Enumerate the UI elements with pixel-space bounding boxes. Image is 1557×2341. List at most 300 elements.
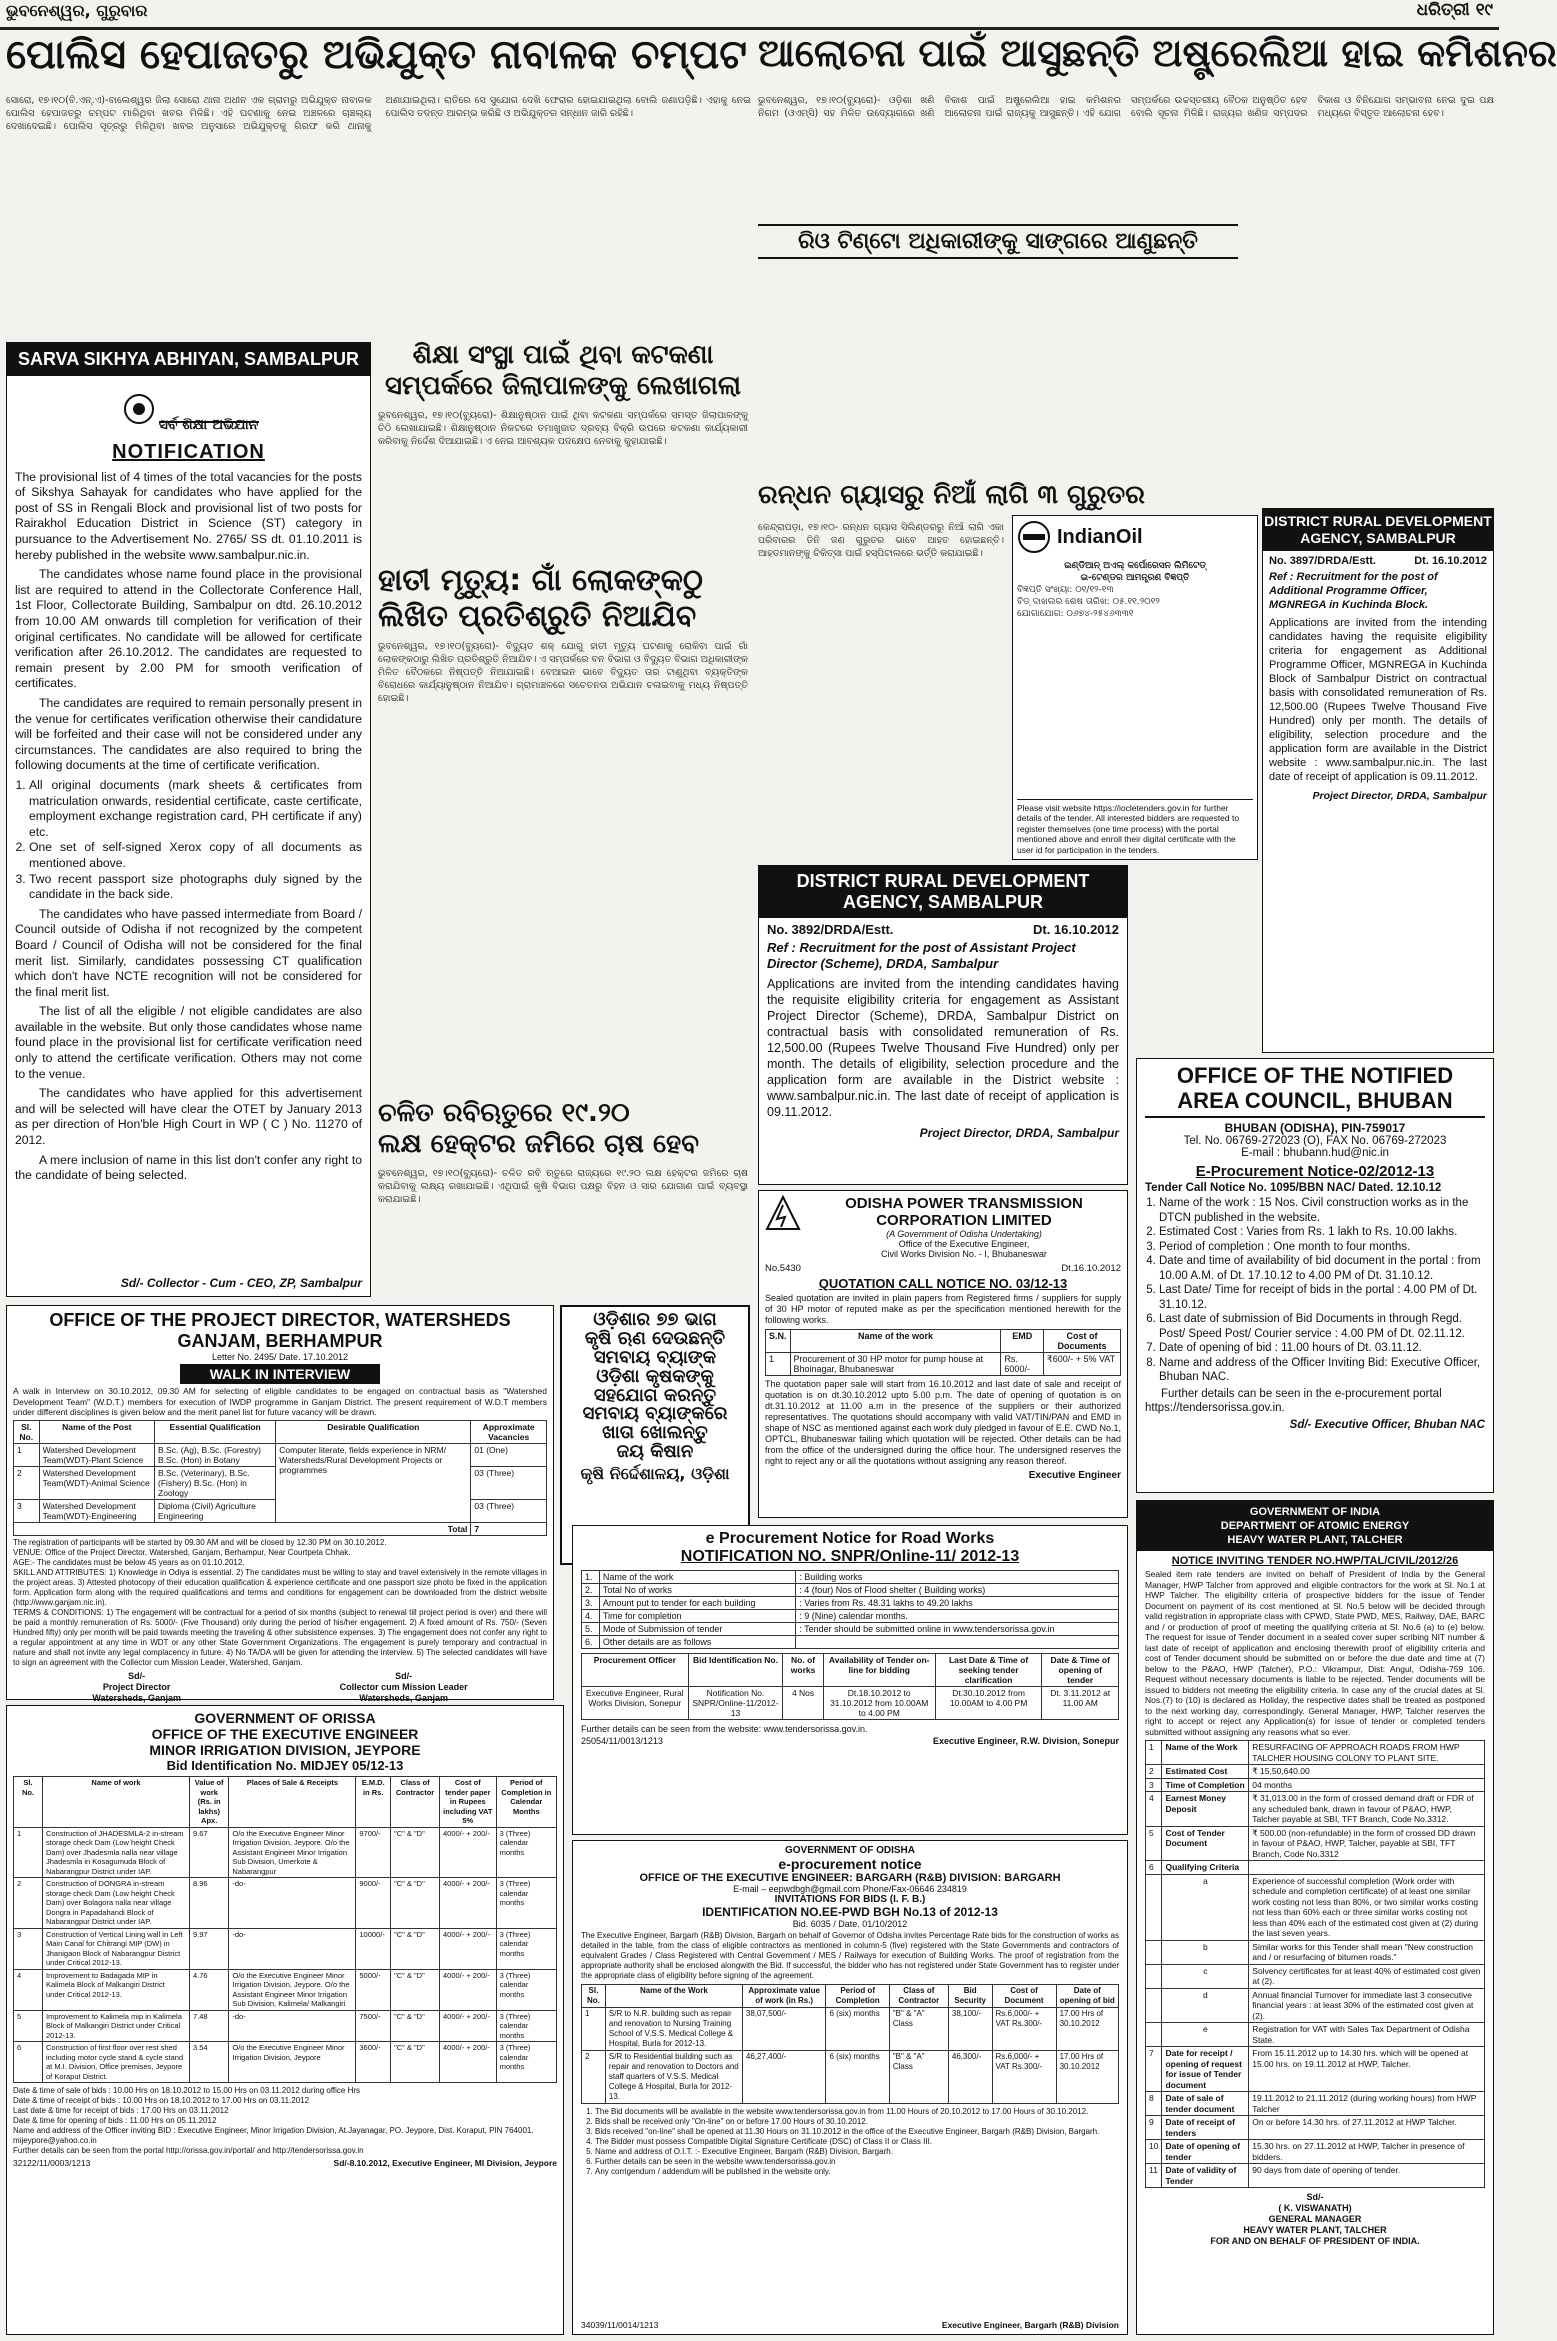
bargarh-th-4: Period of Completion xyxy=(826,1985,889,2008)
table-cell: 4000/- + 200/- xyxy=(439,1827,496,1878)
watershed-intro: A walk in Interview on 30.10.2012, 09.30 AM for selecting of eligible candidates to be engaged on contractual basis as "Watershed Development Team" (W.D.T.) members for execution of IWDP programme in Ganjam District. The present requirement of W.D.T members under different disciplines is given below and the merit panel list for future vacancy will be drawn. xyxy=(13,1386,547,1417)
table-cell: O/o the Executive Engineer Minor Irrigation Division, Jeypore xyxy=(229,2042,356,2083)
table-row xyxy=(582,2008,1119,2051)
table-cell: 04 months xyxy=(1249,1778,1485,1792)
bargarh-t3: OFFICE OF THE EXECUTIVE ENGINEER: BARGARH (R&B) DIVISION: BARGARH xyxy=(639,1872,1061,1884)
table-cell: "C" & "D" xyxy=(391,2010,440,2042)
indianoil-footer: Please visit website https://iocletenders.gov.in for further details of the tender. All interested bidders are requested to register themselves (one time process) with the portal mentioned above and enroll their digital certificate with the user id for participation in the tenders. xyxy=(1017,799,1253,856)
drda2-notice xyxy=(758,865,1128,1185)
bargarh-th-6: Bid Security xyxy=(948,1985,992,2008)
table-cell xyxy=(1146,1988,1162,2023)
minor-bottom xyxy=(13,2158,557,2168)
bargarh-notes xyxy=(581,2107,1119,2177)
bargarh-note-3: 3. Bids received "on-line" shall be opened at 11.30 Hours on 31.10.2012 in the office of the Executive Engineer, Bargarh (R&B) Division, Bargarh. xyxy=(595,2127,1119,2137)
road-th-1: Procurement Officer xyxy=(582,1654,689,1687)
table-cell: "B" & "A" Class xyxy=(889,2051,948,2104)
sign-line: Sd/- xyxy=(395,1670,413,1681)
coop-line-8: ଜୟ କିଷାନ xyxy=(616,1441,694,1463)
table-cell: 9 xyxy=(1146,2116,1162,2140)
watershed-sign-right xyxy=(340,1671,468,1704)
table-cell: 2 xyxy=(1146,1765,1162,1779)
watershed-body xyxy=(13,1538,547,1668)
table-cell: Date for receipt / opening of request for issue of Tender document xyxy=(1162,2047,1249,2092)
minor-footer-6: Further details can be seen from the portal http://orissa.gov.in/portal/ and http://tendersorissa.gov.in xyxy=(13,2146,364,2155)
table-cell: O/o the Executive Engineer Minor Irrigation Division, Jeypore. O/o the Assistant Engineer Minor Irrigation Sub Division, Kalimela/ Malkangiri xyxy=(229,1969,356,2010)
hwp-rows xyxy=(1146,1741,1485,2188)
table-cell: -do- xyxy=(229,1878,356,1929)
bargarh-note-6: 6. Further details can be seen in the website www.tendersorissa.gov.in xyxy=(595,2157,1119,2167)
coop-line-9: କୃଷି ନିର୍ଦ୍ଦେଶାଳୟ, ଓଡ଼ିଶା xyxy=(580,1464,730,1484)
nac-title-2: AREA COUNCIL, BHUBAN xyxy=(1177,1088,1453,1113)
table-cell: 6 (six) months xyxy=(826,2051,889,2104)
minor-footer-1: Date & time of sale of bids : 10.00 Hrs on 18.10.2012 to 15.00 Hrs on 03.11.2012 during office Hrs xyxy=(13,2086,361,2095)
drda2-body: Applications are invited from the intending candidates having the requisite eligibility criteria for engagement as Assistant Project Director (Scheme), DRDA, Sambalpur District on contractual basis with consolidated remuneration of Rs. 12,500.00 (Rupees Twelve Thousand Five Hundred) only per month. The details of eligibility, selection procedure and the application form are available in the District website : www.sambalpur.nic.in. The last date of receipt of application is 09.11.2012. xyxy=(767,977,1119,1119)
table-cell: d xyxy=(1162,1988,1249,2023)
katak-body: ଭୁବନେଶ୍ୱର, ୧୭।୧୦(ବ୍ୟୁରୋ)- ଶିକ୍ଷାନୁଷ୍ଠାନ ପାଇଁ ଥିବା କଟକଣା ସମ୍ପର୍କରେ ସମସ୍ତ ଜିଲାପାଳଙ୍କୁ ଚିଠି ଲେଖାଯାଇଛି। ଶିକ୍ଷାନୁଷ୍ଠାନ ନିକଟରେ ତମାଖୁଜାତ ଦ୍ରବ୍ୟ ବିକ୍ରି ଉପରେ କଟକଣା କାର୍ଯ୍ୟକାରୀ କରିବାକୁ ନିର୍ଦ୍ଦେଶ ଦିଆଯାଇଛି। ଏ ନେଇ ଆବଶ୍ୟକ ପଦକ୍ଷେପ ନେବାକୁ କୁହାଯାଇଛି। xyxy=(378,409,748,447)
table-cell: 2 xyxy=(582,2051,606,2104)
bargarh-note-2: 2. Bids shall be received only "On-line" on or before 17.00 Hours of 30.10.2012. xyxy=(595,2117,1119,2127)
table-cell: ₹ 31,013.00 in the form of crossed demand draft or FDR of any scheduled bank, drawn in favour of P&AO, HWP, Talcher payable at SBI, TFT Branch, Code No.3312. xyxy=(1249,1792,1485,1827)
watershed-cell: 03 (Three) xyxy=(471,1466,547,1499)
watershed-signs xyxy=(13,1671,547,1704)
optcl-sub-3: Civil Works Division No. - I, Bhubaneswar xyxy=(881,1249,1047,1259)
minor-th-1: Sl. No. xyxy=(14,1777,43,1828)
hwp-t1: GOVERNMENT OF INDIA xyxy=(1249,1506,1381,1518)
table-row xyxy=(1146,1964,1485,1988)
coop-line-6: ସମବାୟ ବ୍ୟାଙ୍କରେ xyxy=(582,1403,728,1425)
watershed-th-4: Desirable Qualification xyxy=(276,1420,471,1443)
table-cell: ₹ 15,50,640.00 xyxy=(1249,1765,1485,1779)
table-cell: 11 xyxy=(1146,2164,1162,2188)
minor-footer-4: Date & time for opening of bids : 11.00 Hrs on 05.11.2012 xyxy=(13,2116,217,2125)
table-row xyxy=(582,1584,1119,1597)
table-row xyxy=(1146,1778,1485,1792)
table-cell: 6. xyxy=(582,1636,600,1649)
table-cell: Time of Completion xyxy=(1162,1778,1249,1792)
nac-tel: Tel. No. 06769-272023 (O), FAX No. 06769-272023 xyxy=(1183,1135,1447,1147)
nac-item-8: 8. Name and address of the Officer Inviting Bid: Executive Officer, Bhuban NAC. xyxy=(1159,1356,1485,1385)
table-row xyxy=(766,1353,1121,1376)
table-cell: 4000/- + 200/- xyxy=(439,1878,496,1929)
coop-line-7: ଖାତା ଖୋଲନ୍ତୁ xyxy=(602,1422,708,1444)
watershed-body-4: SKILL AND ATTRIBUTES: 1) Knowledge in Odiya is essential. 2) The candidates must be willing to stay and travel extensively in the remote villages in the project areas. 3) Attested photocopy of their education qualification & experience certificate and one passport size photo be fixed in the application form. Application form along with the required qualifications and terms and conditions for engagement can be downloaded from the district website (http://www.ganjam.nic.in). xyxy=(13,1567,547,1607)
hwp-intro: Sealed item rate tenders are invited on behalf of President of India by the General Manager, HWP Talcher from approved and eligible contractors for the work at Sl. No.1 at HWP Talcher. The eligibility criteria of prospective bidders for the issue of Tender Document on payment of its cost mentioned at Sl. No.5 below will be decided through valid registration in appropriate class with CPWD, State PWD, MES, Railway, DAE, BARC and / or production of proof of meeting the qualifying criteria at Sl. No.6 (a) to (e) below. The request for issue of Tender document in a sealed cover super scribing NIT number & last date of receipt of application and enclosing therewith proof of eligibility criteria and cost of Tender document should be submitted on or before the due date and time at (7) below to the P&AO, HWP (Talcher), P.O.: Vikrampur, Dist: Angul, Odisha-759 106. Request without necessary documents is liable to be rejected. Tender documents will be issued to bidders not meeting the eligibility criteria. In case any of the crucial dates at Sl. Nos.(7) to (10) is declared as Holiday, the respective dates shall be treated as postponed to the next working day, correspondingly. General Manager, HWP, Talcher reserves the right to accept or reject any Application(s) for issue of tender or completed tenders submitted without assigning any reasons what so ever. xyxy=(1145,1569,1485,1737)
bargarh-t7: Bid. 6035 / Date. 01/10/2012 xyxy=(792,1919,908,1929)
drda2-sign: Project Director, DRDA, Sambalpur xyxy=(919,1126,1119,1140)
road-td-6: Dt. 3.11.2012 at 11.00 AM xyxy=(1042,1687,1119,1720)
ssa-para-2: The candidates whose name found place in the provisional list are required to attend in the Collectorate Conference Hall, 1st Floor, Collectorate Building, Sambalpur on dtd. 26.10.2012 from 10.00 AM onwards till completion for verification of their original certificates. No candidate will be allowed for certificate verification after 26.10.2012. The candidates are requested to remain present by 2.00 PM for smooth verification of certificates. xyxy=(15,567,362,691)
bargarh-table xyxy=(581,1984,1119,2104)
road-td-4: Dt.18.10.2012 to 31.10.2012 from 10.00AM to 4.00 PM xyxy=(823,1687,935,1720)
hwp-table xyxy=(1145,1740,1485,2188)
drda1-date: Dt. 16.10.2012 xyxy=(1414,555,1487,567)
hwp-sign-5: FOR AND ON BEHALF OF PRESIDENT OF INDIA. xyxy=(1210,2236,1420,2246)
table-cell: : Tender should be submitted online in www.tendersorissa.gov.in xyxy=(796,1623,1119,1636)
bargarh-note-4: 4. The Bidder must possess Compatible Digital Signature Certificate (DSC) of Class II or Class III. xyxy=(595,2137,1119,2147)
indianoil-logo xyxy=(1017,520,1253,554)
ssa-item-3: 3. Two recent passport size photographs duly signed by the candidate in the back side. xyxy=(29,872,362,903)
hwp-sign xyxy=(1145,2192,1485,2247)
katak-article xyxy=(378,342,748,562)
hwp-notice-title: NOTICE INVITING TENDER NO.HWP/TAL/CIVIL/2012/26 xyxy=(1171,1555,1459,1567)
drda2-ref-line xyxy=(767,922,1119,937)
table-cell: 2 xyxy=(14,1878,43,1929)
indianoil-line-4: ବିଡ୍ ଦାଖଲର ଶେଷ ତାରିଖ: ୦୫.୧୧.୨୦୧୨ xyxy=(1017,597,1160,607)
table-cell: 8.96 xyxy=(190,1878,229,1929)
bargarh-note-7: 7. Any corrigendum / addendum will be published in the website only. xyxy=(595,2167,1119,2177)
ssa-para-1: The provisional list of 4 times of the total vacancies for the posts of Sikshya Sahayak for candidates who have applied for the post of SS in Rengali Block and provisional list of two posts for Rairakhol Education District in Science (ST) category in pursuance to the Advertisement No. 2765/ SS dt. 01.10.2011 is hereby published in the website www.sambalpur.nic.in. xyxy=(15,469,362,562)
table-cell: 17.00 Hrs of 30.10.2012 xyxy=(1056,2008,1118,2051)
bargarh-notice xyxy=(572,1840,1128,2335)
optcl-sign: Executive Engineer xyxy=(1028,1470,1121,1481)
ssa-item-1: 1. All original documents (mark sheets & certificates from matriculation onwards, residential certificate, caste certificate, employment exchange registration card, PH certificate if any) etc. xyxy=(29,778,362,840)
table-row xyxy=(1146,2164,1485,2188)
road-notice xyxy=(572,1525,1128,1835)
table-row xyxy=(14,1878,557,1929)
table-cell: 4.76 xyxy=(190,1969,229,2010)
hwp-header xyxy=(1137,1501,1493,1551)
table-row xyxy=(1146,2140,1485,2164)
optcl-ref-line xyxy=(765,1263,1121,1274)
drda2-ref: Ref : Recruitment for the post of Assistant Project Director (Scheme), DRDA, Sambalpur xyxy=(767,940,1076,971)
minor-sign: Sd/-8.10.2012, Executive Engineer, MI Division, Jeypore xyxy=(333,2158,557,2168)
table-row xyxy=(14,1827,557,1878)
indianoil-line-1: ଇଣ୍ଡିଆନ୍ ଅଏଲ୍ କର୍ପୋରେସନ ଲିମିଟେଡ୍ xyxy=(1064,561,1206,571)
table-cell: b xyxy=(1162,1940,1249,1964)
police-body: ସୋରୋ, ୧୭।୧୦(ବି.ଏନ୍.ଏ)-ବାଲେଶ୍ୱର ଜିଲା ସୋରୋ ଥାନା ଅଧୀନ ଏକ ଗ୍ରାମରୁ ଅଭିଯୁକ୍ତ ନାବାଳକ ପୋଲିସ ହେପାଜତରୁ ଚମ୍ପଟ ମାରିଥିବା ଖବର ମିଳିଛି। ଏହି ଘଟଣାକୁ ନେଇ ଅଞ୍ଚଳରେ ଚାଞ୍ଚଲ୍ୟ ଦେଖାଦେଇଛି। ପୋଲିସ ସୂତ୍ରରୁ ମିଳିଥିବା ଖବର ଅନୁସାରେ ଅଭିଯୁକ୍ତକୁ ଗିରଫ କରି ଥାନାକୁ ଅଣାଯାଇଥିଲା। ରାତିରେ ସେ ସୁଯୋଗ ଦେଖି ଫେରାର ହୋଇଯାଇଥିଲା ବୋଲି ଜଣାପଡ଼ିଛି। ଏହାକୁ ନେଇ ପୋଲିସ ତଦନ୍ତ ଆରମ୍ଭ କରିଛି ଓ ଅଭିଯୁକ୍ତର ସନ୍ଧାନ ଜାରି ରହିଛି। xyxy=(6,95,751,132)
sign-line: Watersheds, Ganjam xyxy=(92,1692,182,1703)
indianoil-line-3: ବିଜ୍ଞପ୍ତି ସଂଖ୍ୟା: ୦୧/୧୨-୧୩ xyxy=(1017,585,1114,595)
drda1-notice xyxy=(1262,508,1494,1053)
masthead xyxy=(0,0,1499,26)
ssa-logo xyxy=(15,384,362,433)
minor-footer-2: Date & time of receipt of bids : 10.00 Hrs on 18.10.2012 to 17.00 Hrs on 03.11.2012 xyxy=(13,2096,310,2105)
minor-irrigation-notice xyxy=(6,1705,564,2335)
ssa-para-3: The candidates are required to remain personally present in the venue for certificates verification otherwise their candidature will be forfeited and their case will not be considered under any circumstances. The candidates are also required to bring the following documents at the time of certificate verification. xyxy=(15,696,362,773)
minor-title-2: OFFICE OF THE EXECUTIVE ENGINEER xyxy=(151,1726,419,1742)
table-cell: O/o the Executive Engineer Minor Irrigation Division, Jeypore. O/o the Assistant Engineer Minor Irrigation Sub Division, Umerkote & Nabarangpur xyxy=(229,1827,356,1878)
optcl-th-4: Cost of Documents xyxy=(1043,1330,1120,1353)
table-cell: S/R to N.R. building such as repair and renovation to Nursing Training School of V.S.S. Medical College & Hospital, Burla for 2012-13. xyxy=(605,2008,742,2051)
table-cell: Rs.6,000/- + VAT Rs.300/- xyxy=(992,2008,1056,2051)
optcl-th-3: EMD xyxy=(1001,1330,1044,1353)
table-cell: Estimated Cost xyxy=(1162,1765,1249,1779)
table-cell: 46,300/- xyxy=(948,2051,992,2104)
table-cell: 3 xyxy=(1146,1778,1162,1792)
watershed-notice xyxy=(6,1305,554,1703)
table-cell: 3. xyxy=(582,1597,600,1610)
minor-footer-5: Name and address of the Officer inviting BID : Executive Engineer, Minor Irrigation Division, At.Jayanagar, PO. Jeypore, Dist. Koraput, PIN 764001. mijeypore@yahoo.co.in xyxy=(13,2126,534,2145)
page-number: ୧୯ xyxy=(1475,0,1493,20)
table-cell: 17.00 Hrs of 30.10.2012 xyxy=(1056,2051,1118,2104)
table-cell: 6 (six) months xyxy=(826,2008,889,2051)
australia-body: ଭୁବନେଶ୍ୱର, ୧୭।୧୦(ବ୍ୟୁରୋ)- ଓଡ଼ିଶା ଖଣି ନିଗମ (ଓଏମ୍‌ସି) ସହ ମିଳିତ ଉଦ୍ୟୋଗରେ ଖଣି ବିକାଶ ପାଇଁ ଅଷ୍ଟ୍ରେଲିଆ ହାଇ କମିଶନର ଆଲୋଚନା ପାଇଁ ରାଜ୍ୟକୁ ଆସୁଛନ୍ତି। ଏହି ଯୋଗ ସମ୍ପର୍କରେ ଉଚ୍ଚସ୍ତରୀୟ ବୈଠକ ଅନୁଷ୍ଠିତ ହେବ ବୋଲି ସୂଚନା ମିଳିଛି। ରାଜ୍ୟର ଖଣିଜ ସମ୍ପଦର ବିକାଶ ଓ ବିନିଯୋଗ ସମ୍ଭାବନା ନେଇ ଦୁଇ ପକ୍ଷ ମଧ୍ୟରେ ବିସ୍ତୃତ ଆଲୋଚନା ହେବ। xyxy=(758,95,1494,119)
table-cell: Solvency certificates for at least 40% of estimated cost given at (2). xyxy=(1249,1964,1485,1988)
table-cell: Construction of Vertical Lining wall in Left Main Canal for Chitrangi MIP (DW) in Jhanigaon Block of Nabarangpur District under Critical 2012-13. xyxy=(43,1928,190,1969)
table-cell: 9.67 xyxy=(190,1827,229,1878)
drda2-no: No. 3892/DRDA/Estt. xyxy=(767,922,894,937)
table-row xyxy=(1146,1826,1485,1861)
nac-notice xyxy=(1136,1058,1494,1493)
road-th-2: Bid Identification No. xyxy=(688,1654,783,1687)
elephant-headline-1: ହାତୀ ମୃତ୍ୟୁ: ଗାଁ ଲୋକଙ୍କଠୁ xyxy=(378,563,703,598)
bargarh-t6: IDENTIFICATION NO.EE-PWD BGH No.13 of 2012-13 xyxy=(702,1905,998,1919)
watershed-cell: 01 (One) xyxy=(471,1443,547,1466)
table-cell: "C" & "D" xyxy=(391,2042,440,2083)
table-cell: Construction of JHADESMLA-2 in-stream storage check Dam (Low height Check Dam) over Jhadesmla nalla near village Jhadesmla in Kosagumuda Block of Nabarangpur District under IAP. xyxy=(43,1827,190,1878)
watershed-th-2: Name of the Post xyxy=(39,1420,154,1443)
bargarh-th-8: Date of opening of bid xyxy=(1056,1985,1118,2008)
table-cell: Earnest Money Deposit xyxy=(1162,1792,1249,1827)
katak-headline-2: ସମ୍ପର୍କରେ ଜିଲାପାଳଙ୍କୁ ଲେଖାଗଲା xyxy=(385,371,741,402)
table-cell: 5 xyxy=(1146,1826,1162,1861)
bargarh-note-1: 1. The Bid documents will be available in the website www.tendersorissa.gov.in from 11.00 Hours of 20.10.2012 to 17.00 Hours of 30.10.2012. xyxy=(595,2107,1119,2117)
minor-th-8: Period of Completion in Calendar Months xyxy=(496,1777,556,1828)
nac-title-1: OFFICE OF THE NOTIFIED xyxy=(1176,1063,1454,1088)
elephant-article xyxy=(378,565,748,895)
table-cell xyxy=(796,1636,1119,1649)
bargarh-th-7: Cost of Document xyxy=(992,1985,1056,2008)
table-cell: 3 (Three) calendar months xyxy=(496,1928,556,1969)
bargarh-bottom xyxy=(581,2320,1119,2330)
table-cell: 19.11.2012 to 21.11.2012 (during working hours) from HWP Talcher xyxy=(1249,2092,1485,2116)
ssa-para-6: The candidates who have applied for this advertisement and will be selected will have clear the OTET by January 2013 as per direction of Hon'ble High Court in WP ( C ) No. 11270 of 2012. xyxy=(15,1086,362,1148)
table-cell: "C" & "D" xyxy=(391,1928,440,1969)
table-cell: : Building works xyxy=(796,1571,1119,1584)
table-cell: 3.54 xyxy=(190,2042,229,2083)
indianoil-ad xyxy=(1012,515,1258,860)
table-cell: 4000/- + 200/- xyxy=(439,1969,496,2010)
table-cell: 4 xyxy=(14,1969,43,2010)
table-cell: Total No of works xyxy=(599,1584,795,1597)
indianoil-line-5: ଯୋଗାଯୋଗ: ୦୬୭୪-୨୫୪୬୩୩୧ xyxy=(1017,609,1134,619)
drda1-no: No. 3897/DRDA/Estt. xyxy=(1269,555,1376,567)
masthead-date: ଭୁବନେଶ୍ୱର, ଗୁରୁବାର xyxy=(6,1,148,20)
table-cell: Other details are as follows xyxy=(599,1636,795,1649)
table-cell: 1 xyxy=(582,2008,606,2051)
table-row xyxy=(14,1443,547,1466)
road-td-5: Dt.30.10.2012 from 10.00AM to 4.00 PM xyxy=(935,1687,1042,1720)
table-cell: "C" & "D" xyxy=(391,1878,440,1929)
gas-body: କେନ୍ଦ୍ରାପଡ଼ା, ୧୭।୧୦- ରନ୍ଧନ ଗ୍ୟାସ ସିଲିଣ୍ଡରରୁ ନିଆଁ ଲାଗି ଏକା ପରିବାରର ତିନି ଜଣ ଗୁରୁତର ଭାବେ ଆହତ ହୋଇଛନ୍ତି। ଆହତମାନଙ୍କୁ ଚିକିତ୍ସା ପାଇଁ ହସ୍ପିଟାଲରେ ଭର୍ତ୍ତି କରାଯାଇଛି। xyxy=(758,522,1004,560)
optcl-notice-title: QUOTATION CALL NOTICE NO. 03/12-13 xyxy=(818,1276,1068,1291)
nac-items xyxy=(1145,1196,1485,1385)
indianoil-line-2: ଇ-ଟେଣ୍ଡର ଆମନ୍ତ୍ରଣ ବିଜ୍ଞପ୍ତି xyxy=(1080,573,1190,583)
table-cell: Qualifying Criteria xyxy=(1162,1861,1249,1875)
bargarh-th-5: Class of Contractor xyxy=(889,1985,948,2008)
nac-sign: Sd/- Executive Officer, Bhuban NAC xyxy=(1289,1418,1485,1431)
optcl-notice xyxy=(758,1190,1128,1518)
table-cell: c xyxy=(1162,1964,1249,1988)
watershed-cell: 03 (Three) xyxy=(471,1499,547,1522)
drda1-ref: Ref : Recruitment for the post of Additional Programme Officer, MGNREGA in Kuchinda Block. xyxy=(1269,571,1438,611)
nac-item-1: 1. Name of the work : 15 Nos. Civil construction works as in the DTCN published in the website. xyxy=(1159,1196,1485,1225)
table-row xyxy=(14,2042,557,2083)
optcl-th-2: Name of the work xyxy=(790,1330,1001,1353)
masthead-rule xyxy=(0,27,1499,30)
table-cell: 90 days from date of opening of tender. xyxy=(1249,2164,1485,2188)
table-cell: Construction of DONGRA in-stream storage check Dam (Low height Check Dam) over Bolagora nalla near village Dongra in Papadahandi Block of Nabarangpur District under IAP. xyxy=(43,1878,190,1929)
optcl-td-2: Procurement of 30 HP motor for pump house at Bhoinagar, Bhubaneswar xyxy=(790,1353,1001,1376)
table-cell: RESURFACING OF APPROACH ROADS FROM HWP TALCHER HOUSING COLONY TO PLANT SITE. xyxy=(1249,1741,1485,1765)
road-td-2: Notification No. SNPR/Online-11/2012-13 xyxy=(688,1687,783,1720)
ssa-para-5: The list of all the eligible / not eligible candidates are also available in the website. But only those candidates whose name found place in the provisional list for certificate verification need only to attend the certificate verification. Others may not come to the venue. xyxy=(15,1004,362,1081)
watershed-body-2: VENUE: Office of the Project Director, Watershed, Ganjam, Berhampur, Near Courtpeta Chhak. xyxy=(13,1547,351,1557)
optcl-logo-icon xyxy=(765,1195,801,1231)
table-row xyxy=(582,1636,1119,1649)
coop-line-5: ସହଯୋଗ କରନ୍ତୁ xyxy=(593,1384,717,1406)
table-cell: -do- xyxy=(229,1928,356,1969)
drda2-header xyxy=(759,866,1127,918)
australia-subhead: ରିଓ ଟିଣ୍ଟୋ ଅଧିକାରୀଙ୍କୁ ସାଙ୍ଗରେ ଆଣୁଛନ୍ତି xyxy=(758,224,1238,259)
minor-th-3: Value of work (Rs. in lakhs) Apx. xyxy=(190,1777,229,1828)
nac-item-5: 5. Last Date/ Time for receipt of bids in the portal : 4.00 PM of Dt. 31.10.12. xyxy=(1159,1283,1485,1312)
rabi-headline-2: ଲକ୍ଷ ହେକ୍ଟର ଜମିରେ ଚାଷ ହେବ xyxy=(378,1129,699,1160)
table-cell: 3 (Three) calendar months xyxy=(496,1827,556,1878)
table-row xyxy=(1146,2092,1485,2116)
watershed-cell: 2 xyxy=(14,1466,40,1499)
masthead-brand xyxy=(1417,2,1493,20)
table-cell: 7.48 xyxy=(190,2010,229,2042)
table-row xyxy=(582,1597,1119,1610)
table-cell: Time for completion xyxy=(599,1610,795,1623)
table-cell: 10 xyxy=(1146,2140,1162,2164)
drda2-header-1: DISTRICT RURAL DEVELOPMENT xyxy=(796,871,1090,891)
hwp-t2: DEPARTMENT OF ATOMIC ENERGY xyxy=(1220,1520,1410,1532)
table-cell: 8 xyxy=(1146,2092,1162,2116)
sign-line: Project Director xyxy=(102,1681,171,1692)
watershed-title-1: OFFICE OF THE PROJECT DIRECTOR, WATERSHEDS xyxy=(49,1310,511,1330)
table-cell: Date of receipt of tenders xyxy=(1162,2116,1249,2140)
road-title-2: NOTIFICATION NO. SNPR/Online-11/ 2012-13 xyxy=(680,1548,1020,1565)
bargarh-t4: E-mail – eepwdbgh@gmail.com Phone/Fax-06646 234819 xyxy=(733,1884,967,1894)
watershed-cell: Watershed Development Team(WDT)-Animal Science xyxy=(39,1466,154,1499)
table-cell: 6 xyxy=(1146,1861,1162,1875)
table-cell: Amount put to tender for each building xyxy=(599,1597,795,1610)
table-row xyxy=(1146,1940,1485,1964)
optcl-no: No.5430 xyxy=(765,1263,801,1274)
table-cell: 4000/- + 200/- xyxy=(439,2042,496,2083)
table-cell: 7 xyxy=(1146,2047,1162,2092)
drda1-header-2: AGENCY, SAMBALPUR xyxy=(1300,530,1456,546)
table-cell: Improvement to Badagada MIP in Kalimela Block of Malkangiri District under Critical 2012-13. xyxy=(43,1969,190,2010)
nac-call: Tender Call Notice No. 1095/BBN NAC/ Dated. 12.10.12 xyxy=(1145,1182,1442,1194)
optcl-title-2: CORPORATION LIMITED xyxy=(876,1212,1052,1229)
minor-footer-3: Last date & time for receipt of bids : 17.00 Hrs on 03.11.2012 xyxy=(13,2106,229,2115)
minor-th-4: Places of Sale & Receipts xyxy=(229,1777,356,1828)
watershed-title-2: GANJAM, BERHAMPUR xyxy=(177,1331,383,1351)
table-cell: "B" & "A" Class xyxy=(889,2008,948,2051)
table-row xyxy=(582,1687,1119,1720)
nac-item-6: 6. Last date of submission of Bid Documents in through Regd. Post/ Speed Post/ Courier service : 4.00 PM of Dt. 02.11.12. xyxy=(1159,1312,1485,1341)
watershed-body-5: TERMS & CONDITIONS: 1) The engagement will be contractual for a period of six months (subject to renewal till project period is over) and there will be paid a monthly remuneration of Rs. 5000/- (Five Thousand) only during the period of his/her engagement. 2) A fixed amount of Rs. 750/- (Seven Hundred fifty) only per month will be paid towards meeting the traveling & other subsistence expenses. 3) The engagement does not confer any right to a regular appointment at any time in WDT or any other State Government Organizations. The engagement is purely temporary and contractual in nature and shall not invite any legal complacency in future. 4) No TA/DA will be given for attending the interview. 5) The selected candidates will have to sign an agreement with the Collector cum Mission Leader, Watershed, Ganjam. xyxy=(13,1607,547,1667)
watershed-cell: B.Sc. (Veterinary), B.Sc. (Fishery) B.Sc. (Hon) in Zoology xyxy=(155,1466,276,1499)
road-th-6: Date & Time of opening of tender xyxy=(1042,1654,1119,1687)
table-cell: 3 (Three) calendar months xyxy=(496,1878,556,1929)
table-row xyxy=(1146,1988,1485,2023)
nac-email: E-mail : bhubann.hud@nic.in xyxy=(1241,1147,1389,1159)
watershed-body-1: The registration of participants will be started by 09.30 AM and will be closed by 12.30 PM on 30.10.2012. xyxy=(13,1537,387,1547)
table-cell: "C" & "D" xyxy=(391,1969,440,2010)
coop-line-1: ଓଡ଼ିଶାର ୭୭ ଭାଗ xyxy=(593,1309,717,1330)
table-row xyxy=(1146,2023,1485,2047)
table-cell: 1 xyxy=(1146,1741,1162,1765)
table-cell: Cost of Tender Document xyxy=(1162,1826,1249,1861)
minor-th-5: E.M.D. in Rs. xyxy=(356,1777,391,1828)
nac-address: BHUBAN (ODISHA), PIN-759017 xyxy=(1224,1121,1406,1135)
nac-item-7: 7. Date of opening of bid : 11.00 hours of Dt. 03.11.12. xyxy=(1159,1341,1485,1356)
table-cell xyxy=(1146,1940,1162,1964)
table-cell: 9.97 xyxy=(190,1928,229,1969)
road-title-1: e Procurement Notice for Road Works xyxy=(705,1530,995,1547)
watershed-table xyxy=(13,1420,547,1536)
rabi-article xyxy=(378,1100,748,1300)
table-cell: 3 xyxy=(14,1928,43,1969)
table-cell: e xyxy=(1162,2023,1249,2047)
road-td-1: Executive Engineer, Rural Works Division, Sonepur xyxy=(582,1687,689,1720)
road-table xyxy=(581,1570,1119,1649)
table-cell: ₹ 500.00 (non-refundable) in the form of crossed DD drawn in favour of P&AO, HWP, Talcher, payable at SBI, TFT Branch, Code No.3312 xyxy=(1249,1826,1485,1861)
road-bottom xyxy=(581,1736,1119,1746)
watershed-cell: 1 xyxy=(14,1443,40,1466)
police-article xyxy=(6,34,751,339)
ssa-title: NOTIFICATION xyxy=(112,440,265,463)
table-cell: Rs.6,000/- + VAT Rs.300/- xyxy=(992,2051,1056,2104)
bargarh-t2: e-procurement notice xyxy=(778,1856,922,1872)
table-cell: 9000/- xyxy=(356,1878,391,1929)
watershed-sign-left xyxy=(92,1671,181,1704)
australia-headline: ଆଲୋଚନା ପାଇଁ ଆସୁଛନ୍ତି ଅଷ୍ଟ୍ରେଲିଆ ହାଇ କମିଶନର xyxy=(758,31,1557,75)
table-cell: 5 xyxy=(14,2010,43,2042)
table-row xyxy=(1146,1792,1485,1827)
nac-item-2: 2. Estimated Cost : Varies from Rs. 1 lakh to Rs. 10.00 lakhs. xyxy=(1159,1225,1485,1240)
table-row xyxy=(1146,1861,1485,1875)
table-cell: 1 xyxy=(14,1827,43,1878)
table-cell: Name of the Work xyxy=(1162,1741,1249,1765)
nac-further: Further details can be seen in the e-procurement portal https://tendersorissa.gov.in. xyxy=(1145,1387,1442,1414)
hwp-sign-2: ( K. VISWANATH) xyxy=(1278,2203,1352,2213)
road-further: Further details can be seen from the website: www.tendersorissa.gov.in. xyxy=(581,1724,868,1734)
drda2-header-2: AGENCY, SAMBALPUR xyxy=(842,892,1043,912)
optcl-th-1: S.N. xyxy=(766,1330,791,1353)
table-cell: 1. xyxy=(582,1571,600,1584)
table-cell: Similar works for this Tender shall mean "New construction and / or resurfacing of bitumen roads." xyxy=(1249,1940,1485,1964)
bargarh-th-3: Approximate value of work (in Rs.) xyxy=(742,1985,826,2008)
table-row xyxy=(1146,1741,1485,1765)
minor-rows xyxy=(14,1827,557,2083)
table-cell: 38,100/- xyxy=(948,2008,992,2051)
watershed-body-3: AGE:- The candidates must be below 45 years as on 01.10.2012. xyxy=(13,1557,245,1567)
optcl-td-3: Rs. 6000/- xyxy=(1001,1353,1044,1376)
indianoil-brand: IndianOil xyxy=(1057,525,1143,548)
table-cell xyxy=(1146,2023,1162,2047)
road-th-5: Last Date & Time of seeking tender clarification xyxy=(935,1654,1042,1687)
ssa-signature: Sd/- Collector - Cum - CEO, ZP, Sambalpur xyxy=(120,1276,362,1290)
optcl-header xyxy=(765,1195,1121,1259)
table-cell: : Varies from Rs. 48.31 lakhs to 49.20 lakhs xyxy=(796,1597,1119,1610)
table-row xyxy=(14,1969,557,2010)
minor-code: 32122/11/0003/1213 xyxy=(13,2158,91,2168)
optcl-intro: Sealed quotation are invited in plain papers from Registered firms / suppliers for supply of 30 HP motor of reputed make as per the specification mentioned herewith for the following works. xyxy=(765,1293,1121,1325)
table-cell xyxy=(1146,1964,1162,1988)
ssa-notification xyxy=(6,342,371,1297)
table-cell: Annual financial Turnover for immediate last 3 consecutive financial years : at least 30% of the estimated cost given at (2). xyxy=(1249,1988,1485,2023)
watershed-th-5: Approximate Vacancies xyxy=(471,1420,547,1443)
road-table-2 xyxy=(581,1653,1119,1720)
road-td-3: 4 Nos xyxy=(783,1687,823,1720)
nac-item-3: 3. Period of completion : One month to four months. xyxy=(1159,1240,1485,1255)
watershed-cell: Watershed Development Team(WDT)-Plant Science xyxy=(39,1443,154,1466)
